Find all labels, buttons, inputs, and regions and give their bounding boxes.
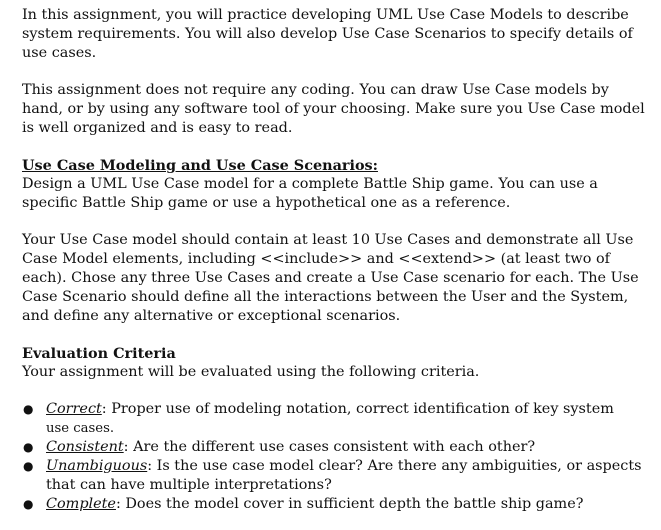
criteria-term: Complete (46, 496, 116, 512)
use-case-section-heading: Use Case Modeling and Use Case Scenarios: (22, 157, 378, 174)
use-case-section-body: Design a UML Use Case model for a complete Battle Ship game. You can use a specific Battle Ship game or use a hypothetical one as a reference. (22, 176, 598, 211)
criteria-item-correct (22, 400, 652, 438)
bullet-icon: ● (23, 459, 34, 473)
coding-note-paragraph: This assignment does not require any coding. You can draw Use Case models by hand, or by using any software tool of your choosing. Make sure you Use Case model is well organized and is easy to read. (22, 82, 645, 136)
criteria-term: Consistent (46, 439, 124, 455)
criteria-description: : Proper use of modeling notation, correct identification of key system (101, 401, 614, 417)
bullet-icon: ● (23, 402, 34, 416)
requirements-paragraph: Your Use Case model should contain at least 10 Use Cases and demonstrate all Use Case Model elements, including <<include>> and <<extend>> (at least two of each). Chose any three Use Cases and create a Use Case scenario for each. The Use Case Scenario should define all the interactions between the User and the System, and define any alternative or exceptional scenarios. (22, 232, 639, 324)
criteria-continuation: that can have multiple interpretations? (46, 477, 332, 493)
spacer (22, 382, 652, 400)
spacer (22, 138, 652, 156)
intro-paragraph: In this assignment, you will practice developing UML Use Case Models to describe system requirements. You will also develop Use Case Scenarios to specify details of use cases. (22, 7, 633, 61)
criteria-item-consistent (22, 438, 652, 457)
spacer (22, 63, 652, 81)
criteria-list (22, 400, 652, 514)
criteria-item-unambiguous (22, 457, 652, 495)
criteria-description: : Is the use case model clear? Are there any ambiguities, or aspects (147, 458, 642, 474)
criteria-item-complete (22, 495, 652, 514)
criteria-description: : Does the model cover in sufficient depth the battle ship game? (115, 496, 584, 512)
spacer (22, 213, 652, 231)
evaluation-heading: Evaluation Criteria (22, 345, 176, 362)
bullet-icon: ● (23, 440, 34, 454)
criteria-description: : Are the different use cases consistent with each other? (123, 439, 536, 455)
assignment-document (22, 6, 652, 514)
bullet-icon: ● (23, 497, 34, 511)
criteria-continuation: use cases. (46, 421, 115, 436)
criteria-term: Unambiguous (46, 458, 148, 474)
spacer (22, 326, 652, 344)
evaluation-intro: Your assignment will be evaluated using the following criteria. (22, 364, 480, 380)
criteria-term: Correct (46, 401, 102, 417)
